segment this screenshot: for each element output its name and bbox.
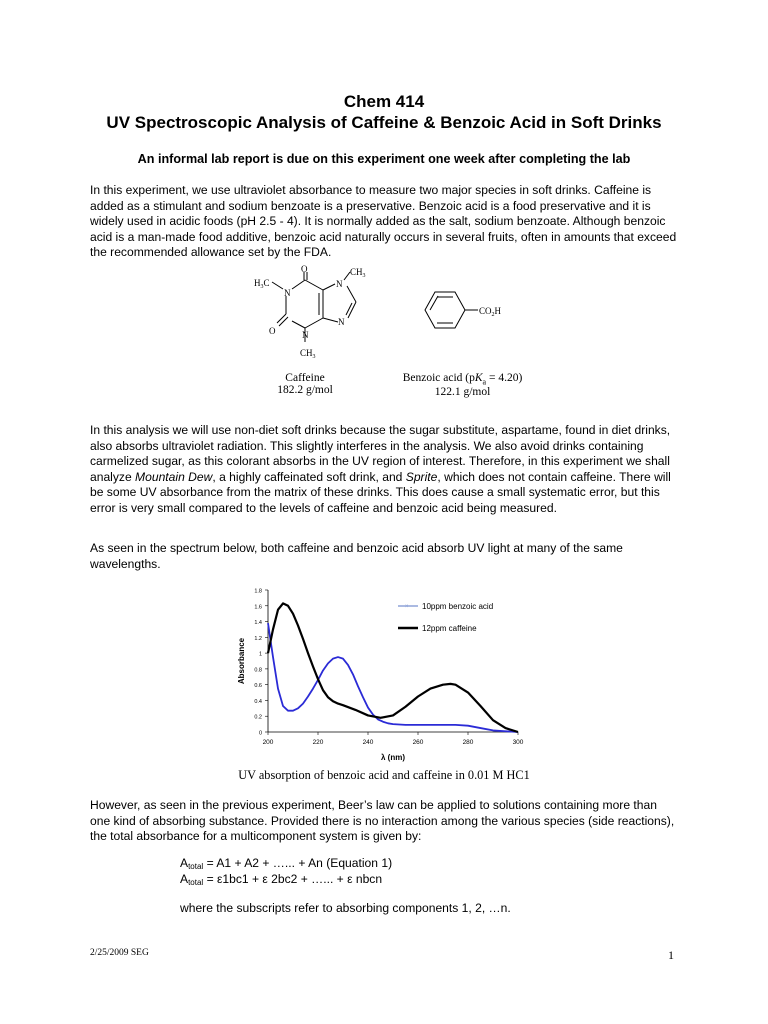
y-tick-label: 0.2 xyxy=(254,714,262,721)
intro-paragraph: In this experiment, we use ultraviolet absorbance to measure two major species in soft drinks. Caffeine is added as a stimulant and sodium benzoate is a preservative. Benzoic acid is a food preservative and it is widely used in acidic foods (pH 2.5 - 4). It is normally added as the salt, sodium benzoate. Although benzoic acid is a man-made food additive, benzoic acid naturally occurs in several fruits, often in amounts that exceed the recommended allowance set by the FDA. xyxy=(90,183,677,260)
spectrum-intro-paragraph: As seen in the spectrum below, both caffeine and benzoic acid absorb UV light at many of the same wavelengths. xyxy=(90,541,623,571)
benzoic-acid-mass: 122.1 g/mol xyxy=(434,386,491,399)
y-tick-label: 0.8 xyxy=(254,667,262,674)
atom-co2h: $CO_2H$ xyxy=(479,306,502,318)
atom-o-left: O xyxy=(269,326,276,336)
caffeine-mass: 182.2 g/mol xyxy=(277,384,333,396)
y-tick-label: 1.4 xyxy=(254,620,262,627)
y-tick-label: 0 xyxy=(258,730,262,737)
sprite-text: Sprite xyxy=(405,469,438,484)
uv-spectrum-svg xyxy=(230,580,530,770)
atom-n-bottom: N xyxy=(302,330,309,340)
footer-date: 2/25/2009 SEG xyxy=(90,948,149,958)
document-title: UV Spectroscopic Analysis of Caffeine & Benzoic Acid in Soft Drinks xyxy=(106,113,662,132)
course-title: Chem 414 xyxy=(343,92,425,111)
y-tick-label: 1.8 xyxy=(254,588,262,595)
atom-n-bottom-right: N xyxy=(338,317,345,327)
y-tick-label: 0.4 xyxy=(254,698,262,705)
uv-spectrum-chart xyxy=(230,580,530,770)
caffeine-name: Caffeine xyxy=(285,372,325,384)
x-tick-label: 280 xyxy=(462,739,474,746)
x-tick-label: 240 xyxy=(362,739,374,746)
series-line-caffeine xyxy=(268,603,518,732)
equation-1: $A_{total} = A1 + A2$ + …... + An (Equation 1) xyxy=(180,856,393,871)
x-tick-label: 260 xyxy=(412,739,424,746)
x-tick-label: 200 xyxy=(262,739,274,746)
subscript-note: where the subscripts refer to absorbing components 1, 2, …n. xyxy=(180,901,511,915)
mountain-dew-text: Mountain Dew xyxy=(135,469,213,484)
benzoic-acid-structure xyxy=(410,288,520,348)
atom-ch3-bottom: $CH_3$ xyxy=(300,348,316,360)
equation-2: $A_{total} = \varepsilon 1bc1 + \varepsilon$ 2bc2 + …... + ε nbcn xyxy=(180,872,383,887)
y-tick-label: 0.6 xyxy=(254,683,262,690)
caffeine-structure xyxy=(250,262,380,367)
atom-h3c: $H_3C$ xyxy=(254,278,270,290)
atom-n-top-right: N xyxy=(336,279,343,289)
y-tick-label: 1.2 xyxy=(254,635,262,642)
page-number: 1 xyxy=(668,948,674,962)
caffeine-label xyxy=(270,372,340,396)
atom-n-left: N xyxy=(284,288,291,298)
legend-label-benzoic-acid: 10ppm benzoic acid xyxy=(422,602,494,611)
legend-label-caffeine: 12ppm caffeine xyxy=(422,624,477,633)
y-axis-label: Absorbance xyxy=(237,637,246,685)
benzoic-acid-name: Benzoic acid $(pK_a = 4.20)$ xyxy=(402,372,523,387)
x-axis-label: λ (nm) xyxy=(381,753,405,762)
beers-law-paragraph: However, as seen in the previous experiment, Beer’s law can be applied to solutions containing more than one kind of absorbing substance. Provided there is no interaction among the various species (side reactions), the total absorbance for a multicomponent system is given by: xyxy=(90,798,675,844)
atom-o-top: O xyxy=(301,264,308,274)
x-tick-label: 300 xyxy=(512,739,524,746)
report-due-note: An informal lab report is due on this experiment one week after completing the lab xyxy=(137,152,631,166)
benzoic-acid-label xyxy=(395,372,530,398)
analysis-paragraph: In this analysis we will use non-diet soft drinks because the sugar substitute, aspartame, found in diet drinks, also absorbs ultraviolet radiation. This slightly interferes in the analysis. We also avoid drinks containing carmelized sugar, as this colorant absorbs in the UV region of interest. Therefore, in this experiment we shall analyze Mountain Dew, a highly caffeinated soft drink, and Sprite, which does not contain caffeine. There will be some UV absorbance from the matrix of these drinks. This does cause a small systematic error, but this error is very small compared to the levels of caffeine and benzoic acid being measured. xyxy=(90,423,671,515)
figure-caption: UV absorption of benzoic acid and caffeine in 0.01 M HC1 xyxy=(238,768,530,782)
x-tick-label: 220 xyxy=(312,739,324,746)
atom-ch3-top: $CH_3$ xyxy=(350,267,366,279)
y-tick-label: 1.6 xyxy=(254,604,262,611)
legend-marker: × xyxy=(405,604,409,610)
y-tick-label: 1 xyxy=(258,651,262,658)
